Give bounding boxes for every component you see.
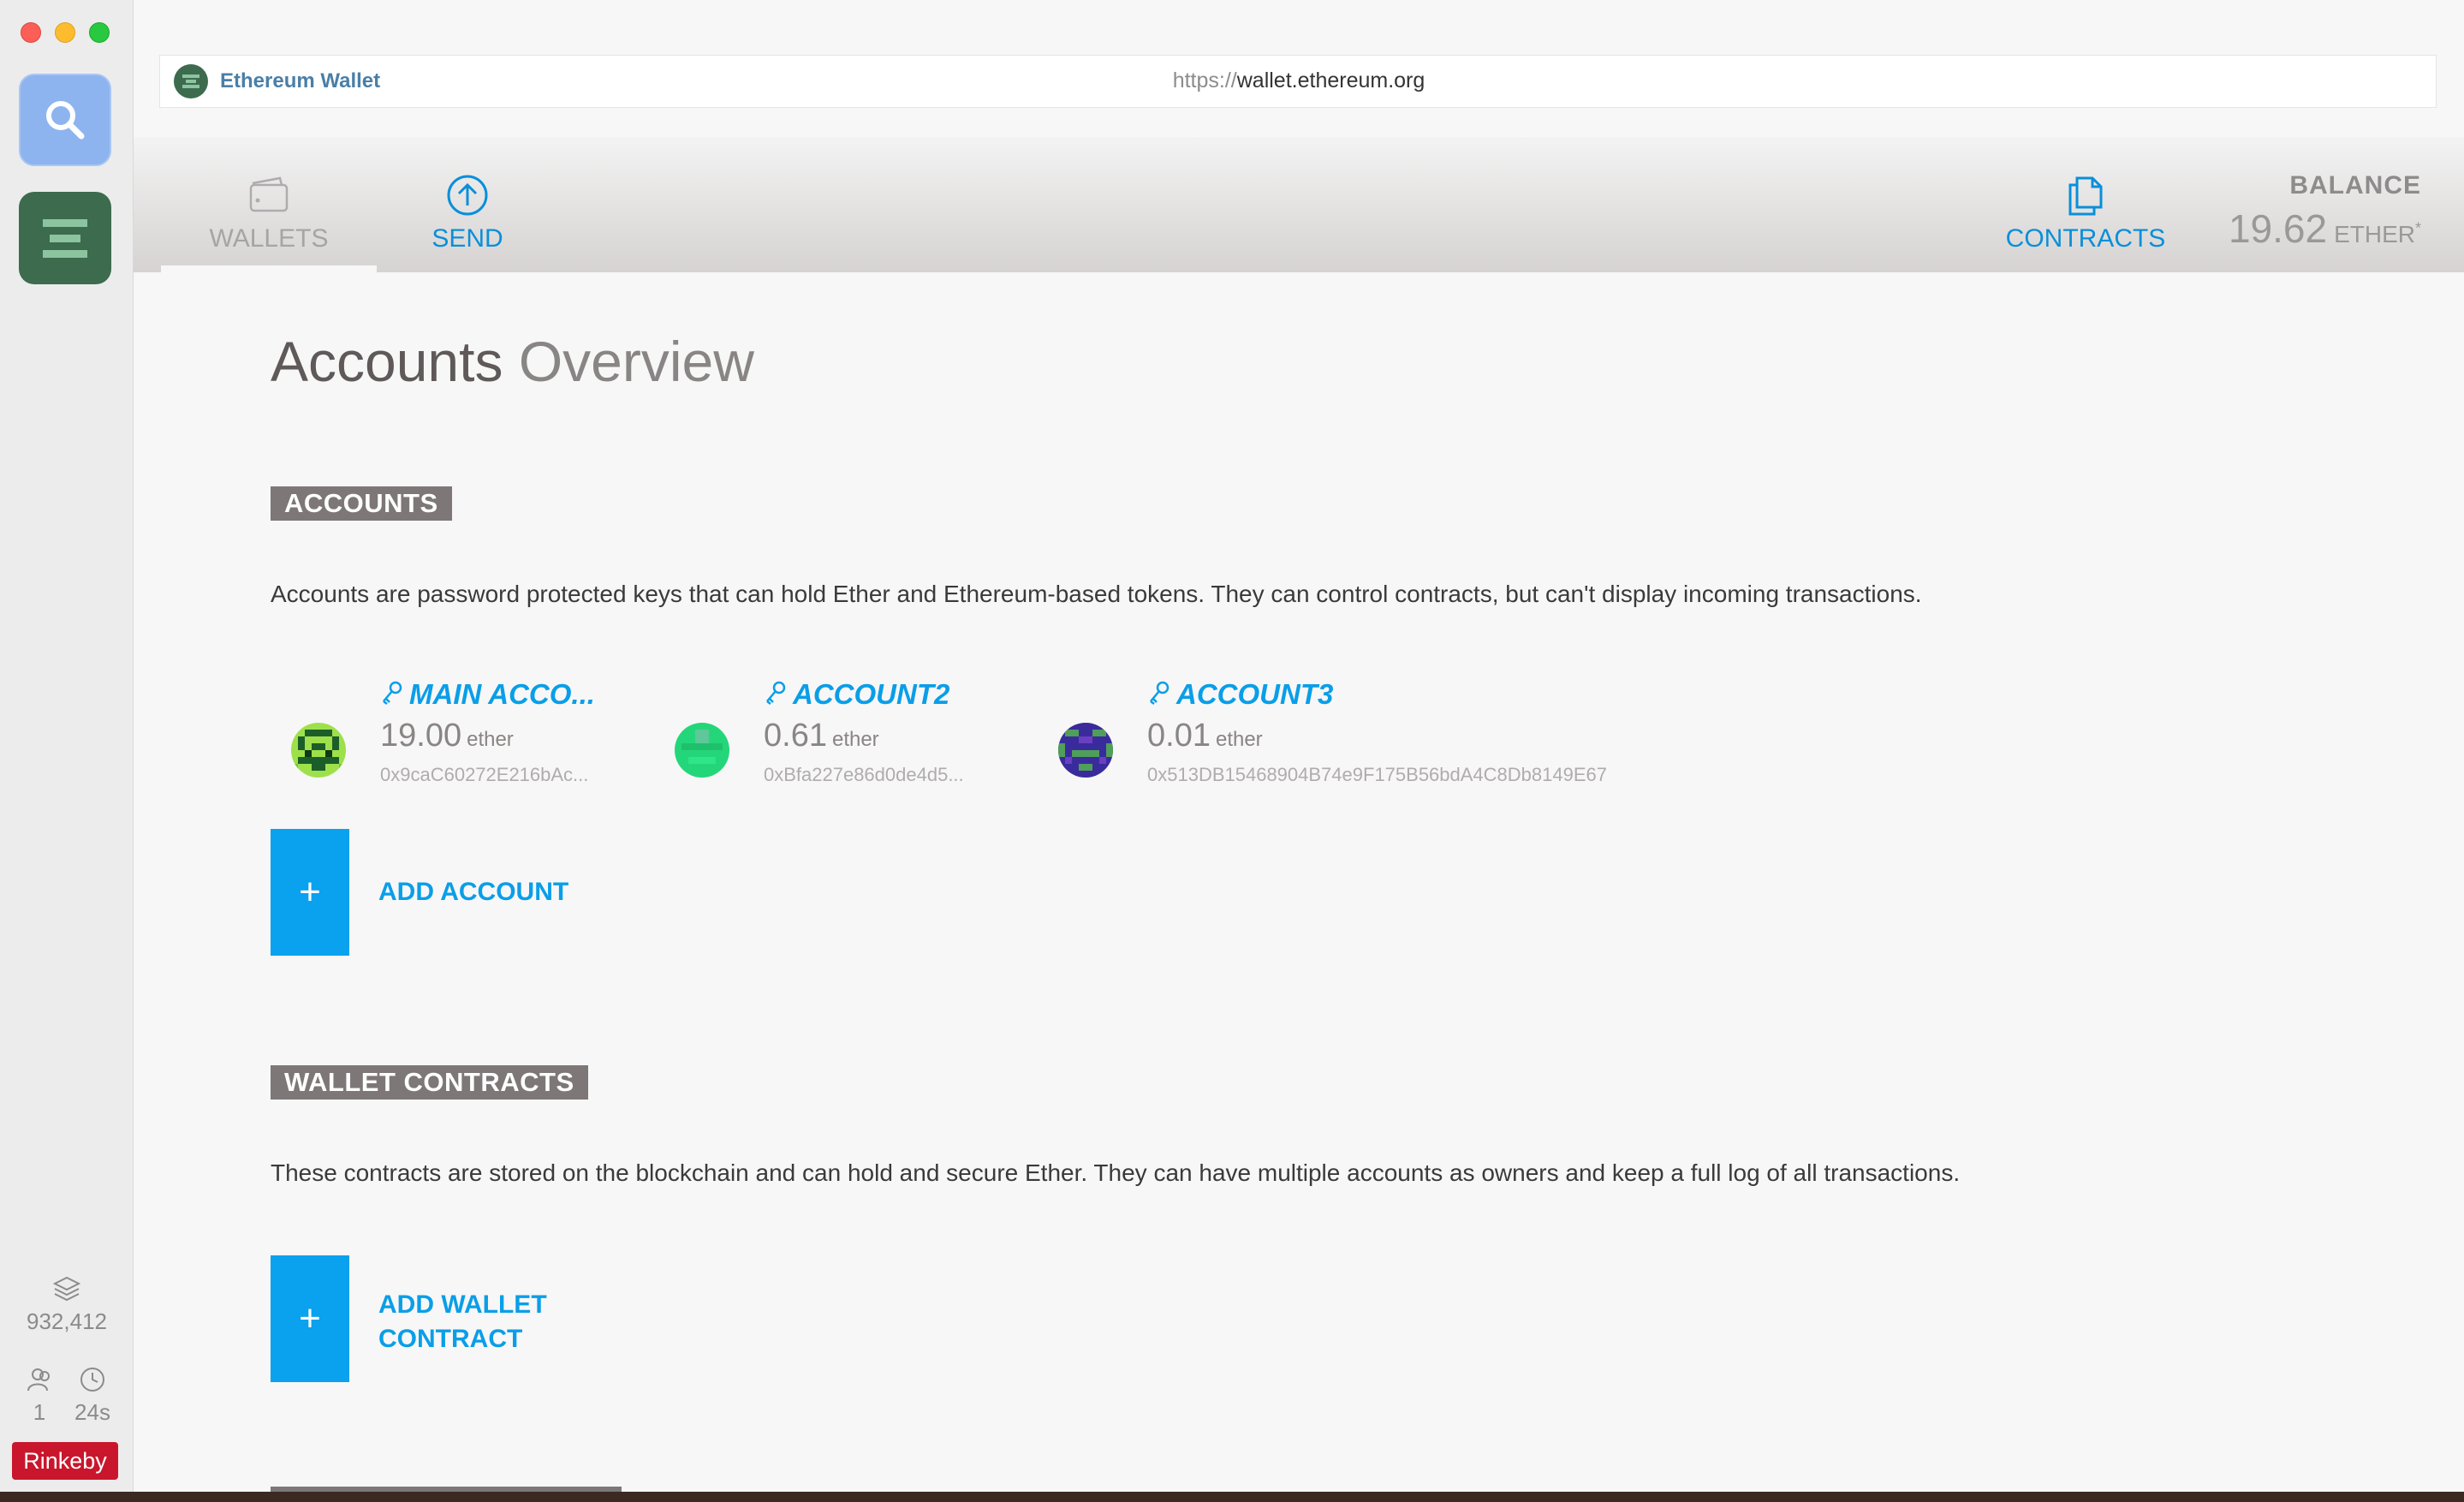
- minimize-window-button[interactable]: [55, 22, 75, 43]
- key-icon: [764, 680, 788, 712]
- url[interactable]: [160, 69, 2437, 93]
- network-badge: Rinkeby: [12, 1442, 118, 1480]
- account-card[interactable]: [271, 678, 595, 798]
- add-wallet-contract-button[interactable]: +: [271, 1255, 349, 1382]
- ethereum-wallet-icon: [38, 211, 92, 265]
- accounts-description: Accounts are password protected keys that can hold Ether and Ethereum-based tokens. They can control contracts, but can't display incoming transactions.: [271, 581, 1922, 607]
- search-icon: [41, 96, 89, 144]
- url-host: wallet.ethereum.org: [1236, 69, 1425, 92]
- account-identicon: [675, 723, 729, 778]
- peer-count: 1: [33, 1399, 46, 1425]
- add-account-button[interactable]: +: [271, 829, 349, 956]
- account-identicon: [291, 723, 346, 778]
- account-address: 0x513DB15468904B74e9F175B56bdA4C8Db8149E67: [1147, 764, 1608, 785]
- balance-unit: ETHER*: [2334, 219, 2421, 247]
- last-block-time: 24s: [74, 1399, 110, 1425]
- section-tag-accounts: ACCOUNTS: [271, 486, 452, 521]
- address-bar[interactable]: [159, 55, 2437, 108]
- account-name[interactable]: ACCOUNT3: [1147, 678, 1333, 712]
- account-name[interactable]: MAIN ACCO...: [380, 678, 595, 712]
- account-card[interactable]: [654, 678, 962, 798]
- url-scheme: https://: [1172, 69, 1237, 92]
- documents-icon: [1983, 171, 2188, 219]
- sidebar-dock: [0, 0, 134, 1492]
- tab-send-label: SEND: [431, 224, 503, 253]
- balance-amount: [2229, 206, 2421, 252]
- account-name[interactable]: ACCOUNT2: [764, 678, 949, 712]
- tab-wallets-label: WALLETS: [209, 224, 329, 253]
- account-balance: 0.61 ether: [764, 718, 879, 754]
- arrow-up-circle-icon: [390, 171, 545, 219]
- page-title-strong: Accounts: [271, 330, 503, 393]
- layers-icon: [0, 1274, 134, 1309]
- balance-value: 19.62: [2228, 206, 2328, 251]
- next-section-tag: [271, 1487, 622, 1492]
- close-window-button[interactable]: [21, 22, 41, 43]
- tab-send[interactable]: [390, 171, 545, 253]
- page-title-light: Overview: [518, 330, 754, 393]
- key-icon: [1147, 680, 1171, 712]
- block-number: 932,412: [27, 1308, 107, 1334]
- wallet-contracts-description: These contracts are stored on the blockchain and can hold and secure Ether. They can have multiple accounts as owners and keep a full log of all transactions.: [271, 1159, 1961, 1186]
- account-card[interactable]: [1038, 678, 1637, 798]
- tab-contracts[interactable]: [1983, 171, 2188, 253]
- total-balance: [2229, 171, 2421, 252]
- page-title: [271, 329, 754, 394]
- account-address: 0x9caC60272E216bAc...: [380, 764, 589, 785]
- clock-icon: [77, 1365, 108, 1400]
- peers-icon: [24, 1365, 55, 1400]
- tab-contracts-label: CONTRACTS: [2005, 224, 2166, 253]
- app-name: Ethereum Wallet: [220, 69, 381, 92]
- account-balance: 0.01 ether: [1147, 718, 1263, 754]
- account-identicon: [1058, 723, 1113, 778]
- dock-search-app[interactable]: [19, 74, 111, 166]
- section-tag-wallet-contracts: WALLET CONTRACTS: [271, 1065, 588, 1100]
- top-navigation: [134, 137, 2464, 272]
- key-icon: [380, 680, 404, 712]
- balance-label: BALANCE: [2289, 171, 2421, 200]
- dock-wallet-app[interactable]: [19, 192, 111, 284]
- add-account-label[interactable]: ADD ACCOUNT: [378, 878, 569, 906]
- account-address: 0xBfa227e86d0de4d5...: [764, 764, 964, 785]
- maximize-window-button[interactable]: [89, 22, 110, 43]
- account-balance: 19.00 ether: [380, 718, 514, 754]
- tab-wallets[interactable]: [161, 171, 377, 272]
- add-wallet-contract-label[interactable]: ADD WALLET CONTRACT: [378, 1290, 547, 1353]
- wallet-icon: [161, 171, 377, 219]
